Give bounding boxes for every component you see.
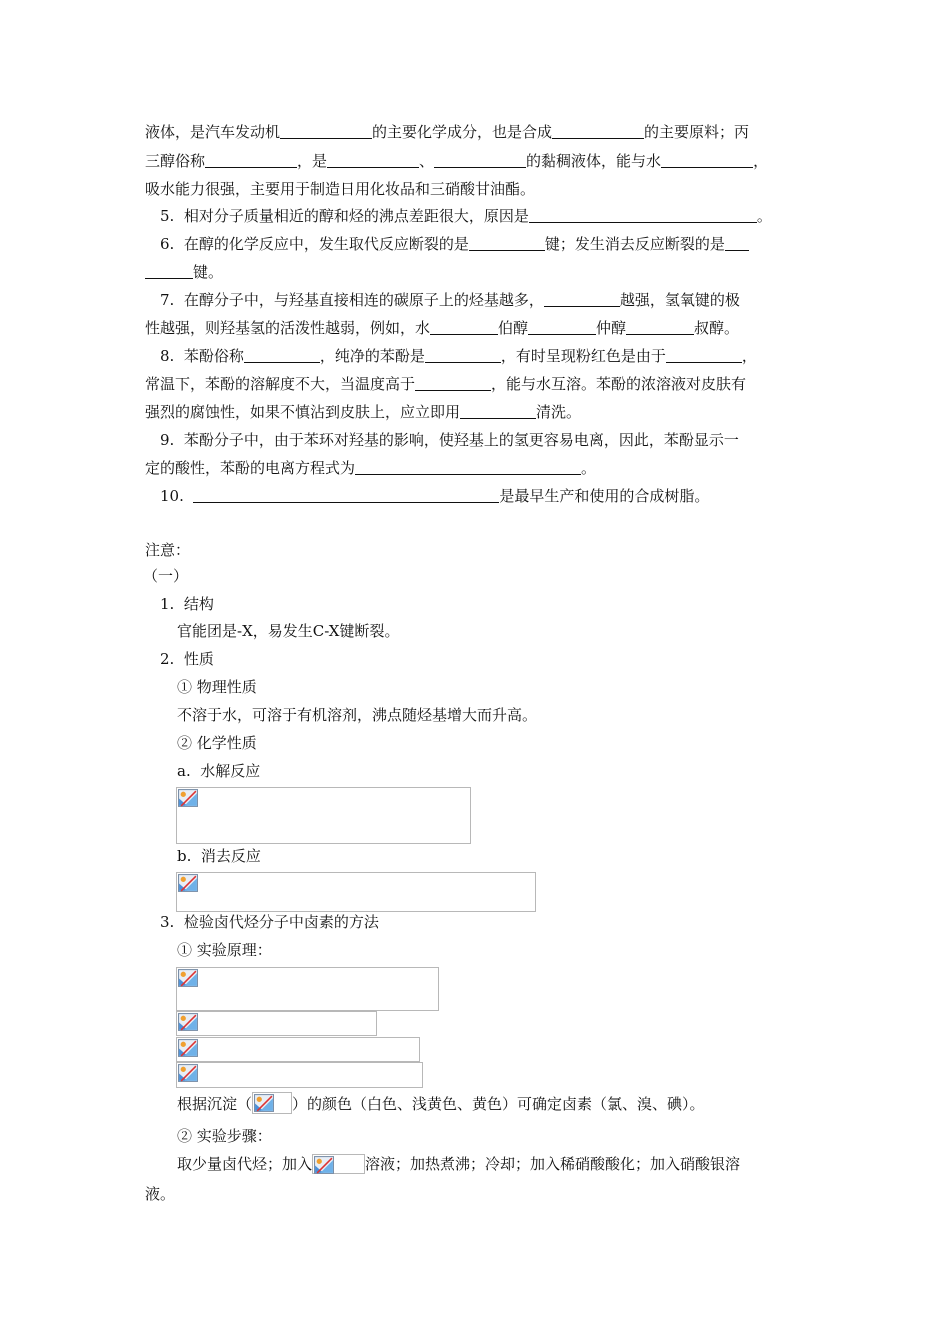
subheading-structure: 1. 结构 [160, 595, 214, 613]
blank[interactable] [529, 207, 757, 223]
question-9 [160, 430, 739, 450]
blank[interactable] [205, 152, 297, 168]
question-8 [160, 346, 757, 366]
text-segment: 常温下，苯酚的溶解度不大，当温度高于 [145, 375, 416, 393]
text-segment: 三醇俗称 [145, 152, 206, 170]
question-5 [160, 206, 772, 226]
principle-equation-image [176, 967, 439, 1011]
blank[interactable] [415, 375, 491, 391]
hydrolysis-title: a. 水解反应 [177, 762, 261, 780]
text-segment: ，是 [297, 152, 328, 170]
text-segment: 叔醇。 [694, 319, 740, 337]
text-segment: ， [741, 347, 757, 365]
blank[interactable] [544, 291, 620, 307]
text-segment: ， [753, 152, 769, 170]
blank[interactable] [434, 152, 526, 168]
question-number: 6. [160, 235, 175, 253]
subheading-halogen-test: 3. 检验卤代烃分子中卤素的方法 [160, 913, 379, 931]
blank[interactable] [355, 459, 581, 475]
text-line [145, 458, 596, 478]
blank[interactable] [145, 263, 193, 279]
blank[interactable] [425, 347, 501, 363]
text-line [145, 318, 739, 338]
text-segment: 键；发生消去反应断裂的是 [544, 235, 725, 253]
blank[interactable] [460, 403, 536, 419]
elimination-equation-image [176, 872, 536, 912]
question-number: 7. [160, 291, 175, 309]
text-segment: 苯酚俗称 [183, 347, 244, 365]
text-segment: 苯酚分子中，由于苯环对羟基的影响，使羟基上的氢更容易电离，因此，苯酚显示一 [183, 431, 739, 449]
text-segment: ，纯净的苯酚是 [319, 347, 425, 365]
text-segment: 定的酸性，苯酚的电离方程式为 [145, 459, 356, 477]
broken-image-icon [254, 1094, 274, 1112]
elimination-title: b. 消去反应 [177, 847, 261, 865]
physical-properties-text: 不溶于水，可溶于有机溶剂，沸点随烃基增大而升高。 [177, 706, 538, 724]
blank[interactable] [193, 487, 499, 503]
steps-line-continued: 液。 [145, 1185, 176, 1203]
text-line [145, 151, 768, 171]
text-line [145, 179, 535, 199]
text-segment: 越强，氢氧键的极 [619, 291, 740, 309]
text-segment: 在醇分子中，与羟基直接相连的碳原子上的烃基越多， [183, 291, 544, 309]
text-segment: 的主要原料；丙 [644, 123, 750, 141]
text-segment: 键。 [193, 263, 224, 281]
broken-image-icon [178, 874, 198, 892]
blank[interactable] [666, 347, 742, 363]
blank[interactable] [528, 319, 596, 335]
broken-image-icon [178, 789, 198, 807]
steps-title: ② 实验步骤： [177, 1127, 272, 1145]
principle-equation-image [176, 1037, 420, 1062]
blank[interactable] [552, 123, 644, 139]
text-segment: 是最早生产和使用的合成树脂。 [499, 487, 710, 505]
notes-heading: 注意： [145, 541, 191, 559]
hydrolysis-equation-image [176, 787, 471, 844]
broken-image-icon [178, 1039, 198, 1057]
physical-properties-title: ① 物理性质 [177, 678, 257, 696]
blank[interactable] [725, 235, 749, 251]
text-segment: 相对分子质量相近的醇和烃的沸点差距很大，原因是 [183, 207, 529, 225]
blank[interactable] [280, 123, 372, 139]
text-segment: ，能与水互溶。苯酚的浓溶液对皮肤有 [491, 375, 747, 393]
broken-image-icon [178, 1064, 198, 1082]
text-line [145, 402, 581, 422]
blank[interactable] [327, 152, 419, 168]
text-segment: 。 [581, 459, 597, 477]
text-line [145, 122, 749, 142]
question-number: 10. [160, 487, 184, 505]
blank[interactable] [430, 319, 498, 335]
principle-equation-image [176, 1011, 377, 1036]
steps-line: 取少量卤代烃；加入 溶液；加热煮沸；冷却；加入稀硝酸酸化；加入硝酸银溶 [177, 1155, 741, 1173]
section-label: （一） [143, 567, 189, 585]
question-number: 8. [160, 347, 175, 365]
text-segment: ，有时呈现粉红色是由于 [500, 347, 666, 365]
text-line [145, 262, 223, 282]
blank[interactable] [244, 347, 320, 363]
text-segment: 在醇的化学反应中，发生取代反应断裂的是 [183, 235, 469, 253]
text-segment: 的黏稠液体，能与水 [526, 152, 662, 170]
broken-image-icon [314, 1156, 334, 1174]
subheading-properties: 2. 性质 [160, 650, 214, 668]
text-segment: 强烈的腐蚀性，如果不慎沾到皮肤上，应立即用 [145, 403, 461, 421]
question-6 [160, 234, 749, 254]
principle-title: ① 实验原理： [177, 941, 272, 959]
precipitate-image [252, 1092, 292, 1114]
text-segment: 吸水能力很强，主要用于制造日用化妆品和三硝酸甘油酯。 [145, 180, 536, 198]
reagent-image [312, 1154, 365, 1174]
text-line [145, 374, 746, 394]
blank[interactable] [626, 319, 694, 335]
chemical-properties-title: ② 化学性质 [177, 734, 257, 752]
question-10 [160, 486, 709, 506]
principle-equation-image [176, 1062, 423, 1088]
question-number: 9. [160, 431, 175, 449]
text-segment: 清洗。 [536, 403, 582, 421]
text-segment: 伯醇 [498, 319, 529, 337]
text-segment: 液体，是汽车发动机 [145, 123, 281, 141]
structure-text: 官能团是-X，易发生C-X键断裂。 [177, 622, 400, 640]
text-segment: 性越强，则羟基氢的活泼性越弱，例如，水 [145, 319, 431, 337]
question-number: 5. [160, 207, 175, 225]
broken-image-icon [178, 969, 198, 987]
text-segment: 、 [419, 152, 435, 170]
broken-image-icon [178, 1013, 198, 1031]
text-segment: 的主要化学成分，也是合成 [372, 123, 553, 141]
blank[interactable] [469, 235, 545, 251]
question-7 [160, 290, 740, 310]
blank[interactable] [661, 152, 753, 168]
text-segment: 。 [756, 207, 772, 225]
precipitate-line: 根据沉淀（ ）的颜色（白色、浅黄色、黄色）可确定卤素（氯、溴、碘）。 [177, 1092, 705, 1114]
text-segment: 仲醇 [596, 319, 627, 337]
